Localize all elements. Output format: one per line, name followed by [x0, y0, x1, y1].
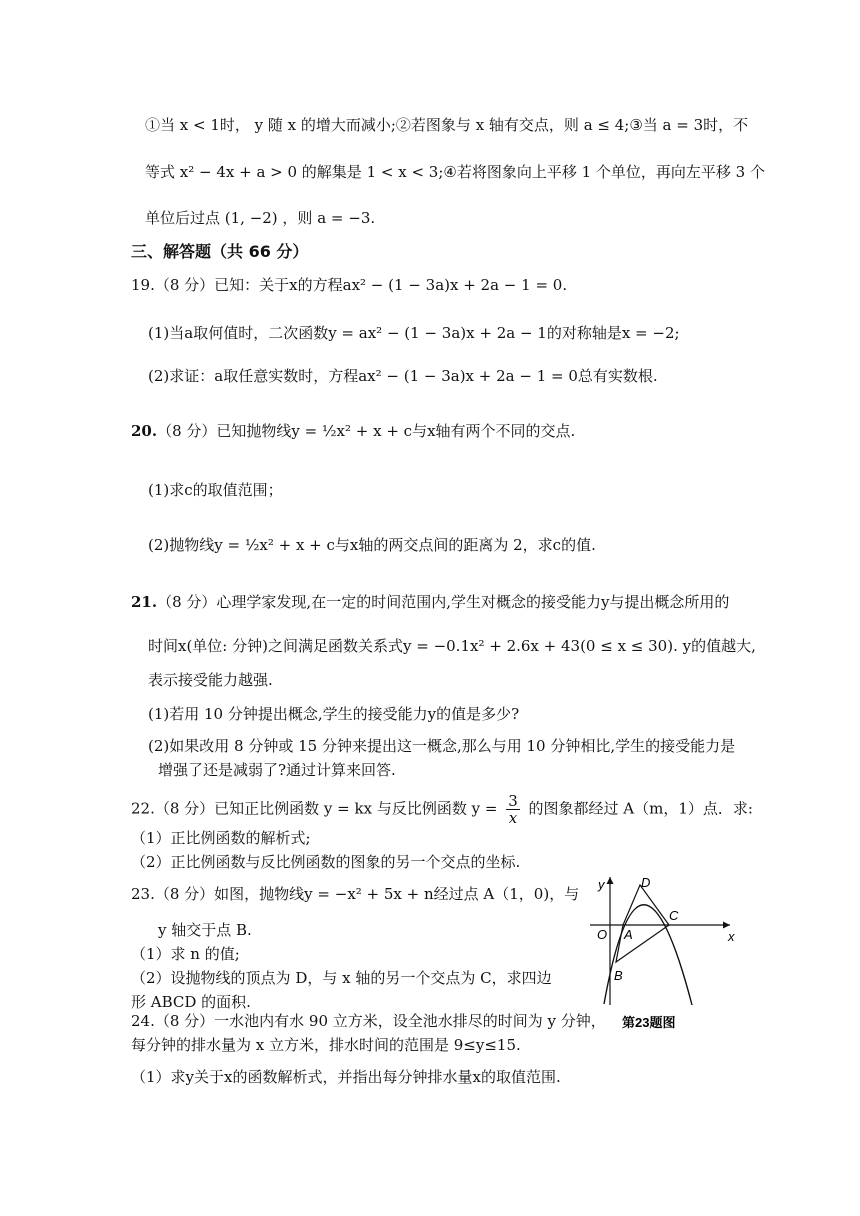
q24-stem: 24.（8 分）一水池内有水 90 立方米，设全池水排尽的时间为 y 分钟，: [131, 1012, 606, 1030]
q21-line-2: 时间x(单位: 分钟)之间满足函数关系式y = −0.1x² + 2.6x + 43(0 ≤ x ≤ 30). y的值越大,: [148, 637, 756, 655]
q23-part-2b: 形 ABCD 的面积.: [131, 993, 251, 1011]
q20-number: 20.: [131, 422, 158, 440]
figure-23: [580, 865, 750, 1030]
q21-part-2b: 增强了还是减弱了?通过计算来回答.: [158, 761, 396, 779]
q19-part-1: (1)当a取何值时，二次函数y = ax² − (1 − 3a)x + 2a − 1的对称轴是x = −2;: [148, 324, 680, 342]
q24-part-1: （1）求y关于x的函数解析式，并指出每分钟排水量x的取值范围.: [131, 1068, 561, 1086]
q22-fraction-numerator: 3: [508, 792, 518, 810]
q23-part-2a: （2）设抛物线的顶点为 D，与 x 轴的另一个交点为 C，求四边: [131, 969, 552, 987]
label-d: D: [641, 875, 651, 890]
prev-question-line-2: 等式 x² − 4x + a > 0 的解集是 1 < x < 3;④若将图象向上平移 1 个单位，再向左平移 3 个: [145, 163, 765, 181]
q22-stem-b: 的图象都经过 A（m，1）点．求:: [528, 799, 753, 818]
q22-fraction: [506, 793, 520, 826]
q21-stem: （8 分）心理学家发现,在一定的时间范围内,学生对概念的接受能力y与提出概念所用的: [157, 593, 730, 611]
figure-caption: 第23题图: [622, 1015, 676, 1030]
q20-part-1: (1)求c的取值范围；: [148, 481, 283, 499]
q19-stem: 19.（8 分）已知：关于x的方程ax² − (1 − 3a)x + 2a − 1 = 0.: [131, 276, 568, 294]
q23-line-2: y 轴交于点 B.: [158, 921, 252, 939]
label-c: C: [669, 908, 679, 923]
q20-part-2: (2)抛物线y = ½x² + x + c与x轴的两交点间的距离为 2，求c的值.: [148, 536, 596, 554]
q24-line-2: 每分钟的排水量为 x 立方米，排水时间的范围是 9≤y≤15.: [131, 1036, 521, 1054]
q22-stem-line: [131, 793, 753, 826]
q21-stem-line: [131, 592, 729, 612]
label-o: O: [597, 927, 608, 942]
q23-part-1: （1）求 n 的值;: [131, 945, 240, 963]
q22-stem-a: 22.（8 分）已知正比例函数 y = kx 与反比例函数 y =: [131, 799, 498, 818]
section-title: 三、解答题（共 66 分）: [131, 242, 309, 261]
label-a: A: [624, 927, 633, 942]
q23-stem: 23.（8 分）如图，抛物线y = −x² + 5x + n经过点 A（1，0)，与: [131, 885, 580, 903]
quadrilateral-abcd: [616, 885, 669, 962]
q19-part-2: (2)求证：a取任意实数时，方程ax² − (1 − 3a)x + 2a − 1 = 0总有实数根.: [148, 367, 658, 385]
q20-stem-line: [131, 421, 575, 441]
q20-stem: （8 分）已知抛物线y = ½x² + x + c与x轴有两个不同的交点.: [157, 422, 576, 440]
q21-part-1: (1)若用 10 分钟提出概念,学生的接受能力y的值是多少?: [148, 705, 520, 723]
q21-number: 21.: [131, 593, 158, 611]
prev-question-line-1: ①当 x < 1时， y 随 x 的增大而减小;②若图象与 x 轴有交点，则 a ≤ 4;③当 a = 3时，不: [145, 116, 749, 134]
label-x: x: [728, 929, 735, 944]
prev-question-line-3: 单位后过点 (1, −2) ，则 a = −3.: [145, 209, 376, 227]
label-b: B: [614, 968, 623, 983]
q22-part-2: （2）正比例函数与反比例函数的图象的另一个交点的坐标.: [131, 853, 521, 871]
label-y: y: [598, 877, 605, 892]
q22-fraction-denominator: x: [508, 809, 518, 827]
q21-line-3: 表示接受能力越强.: [148, 671, 273, 689]
q21-part-2a: (2)如果改用 8 分钟或 15 分钟来提出这一概念,那么与用 10 分钟相比,学生的接受能力是: [148, 737, 736, 755]
q22-part-1: （1）正比例函数的解析式;: [131, 829, 311, 847]
